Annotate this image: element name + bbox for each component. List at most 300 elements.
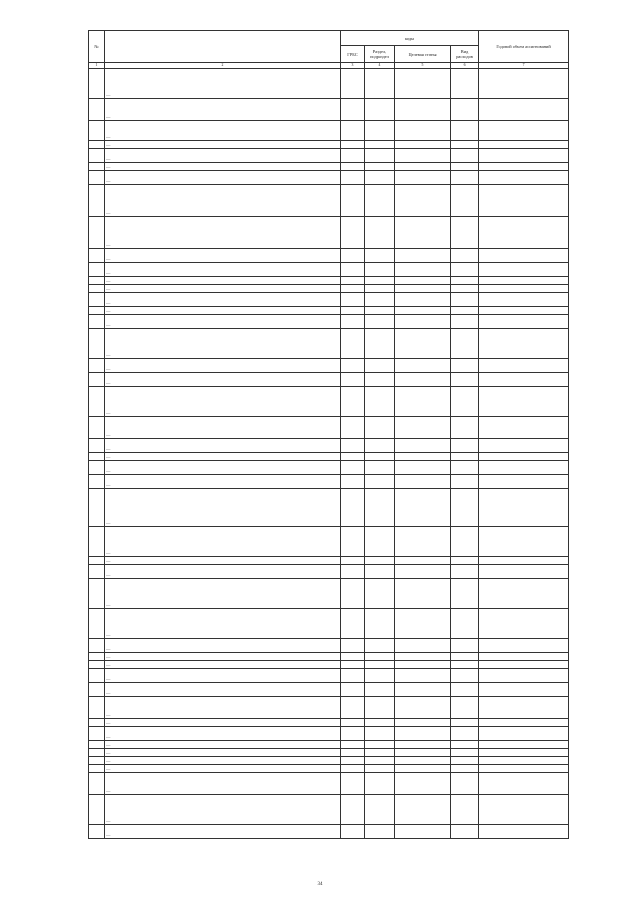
row-amount-cell xyxy=(479,565,569,579)
row-number-cell xyxy=(89,461,105,475)
row-expense-type-cell xyxy=(451,163,479,171)
column-number: 1 xyxy=(89,63,105,69)
header-name xyxy=(105,31,341,63)
row-amount-cell xyxy=(479,825,569,839)
row-grbs-cell xyxy=(341,217,365,249)
row-number-cell xyxy=(89,579,105,609)
row-target-cell xyxy=(395,307,451,315)
row-expense-type-cell xyxy=(451,277,479,285)
row-section-cell xyxy=(365,307,395,315)
row-target-cell xyxy=(395,475,451,489)
row-section-cell xyxy=(365,171,395,185)
row-name-cell: — xyxy=(105,387,341,417)
row-grbs-cell xyxy=(341,141,365,149)
row-number-cell xyxy=(89,359,105,373)
row-grbs-cell xyxy=(341,315,365,329)
table-row xyxy=(89,149,569,163)
row-target-cell xyxy=(395,141,451,149)
row-number-cell xyxy=(89,653,105,661)
row-target-cell xyxy=(395,757,451,765)
row-grbs-cell xyxy=(341,387,365,417)
row-expense-type-cell xyxy=(451,527,479,557)
row-number-cell xyxy=(89,565,105,579)
row-target-cell xyxy=(395,719,451,727)
row-target-cell xyxy=(395,461,451,475)
row-name-cell: — xyxy=(105,825,341,839)
row-target-cell xyxy=(395,653,451,661)
row-grbs-cell xyxy=(341,249,365,263)
row-amount-cell xyxy=(479,697,569,719)
row-number-cell xyxy=(89,293,105,307)
row-amount-cell xyxy=(479,661,569,669)
row-expense-type-cell xyxy=(451,439,479,453)
row-number-cell xyxy=(89,773,105,795)
row-expense-type-cell xyxy=(451,489,479,527)
row-amount-cell xyxy=(479,359,569,373)
row-section-cell xyxy=(365,609,395,639)
row-grbs-cell xyxy=(341,765,365,773)
row-name-cell: — xyxy=(105,757,341,765)
row-section-cell xyxy=(365,285,395,293)
row-section-cell xyxy=(365,277,395,285)
row-target-cell xyxy=(395,315,451,329)
row-amount-cell xyxy=(479,741,569,749)
row-number-cell xyxy=(89,277,105,285)
row-number-cell xyxy=(89,453,105,461)
header-amount: Годовой объем ассигнований xyxy=(479,31,569,63)
row-expense-type-cell xyxy=(451,293,479,307)
row-target-cell xyxy=(395,171,451,185)
header-section: Раздел, подраздел xyxy=(365,46,395,63)
row-number-cell xyxy=(89,417,105,439)
row-grbs-cell xyxy=(341,719,365,727)
row-target-cell xyxy=(395,293,451,307)
row-target-cell xyxy=(395,263,451,277)
table-row xyxy=(89,217,569,249)
row-section-cell xyxy=(365,697,395,719)
row-expense-type-cell xyxy=(451,579,479,609)
row-target-cell xyxy=(395,163,451,171)
row-name-cell: — xyxy=(105,285,341,293)
row-expense-type-cell xyxy=(451,249,479,263)
row-section-cell xyxy=(365,121,395,141)
table-row xyxy=(89,565,569,579)
row-grbs-cell xyxy=(341,697,365,719)
table-row xyxy=(89,99,569,121)
table-row xyxy=(89,439,569,453)
table-row xyxy=(89,795,569,825)
row-amount-cell xyxy=(479,795,569,825)
row-expense-type-cell xyxy=(451,639,479,653)
row-grbs-cell xyxy=(341,329,365,359)
row-expense-type-cell xyxy=(451,185,479,217)
row-number-cell xyxy=(89,121,105,141)
row-expense-type-cell xyxy=(451,749,479,757)
table-row xyxy=(89,749,569,757)
header-number: № xyxy=(89,31,105,63)
row-target-cell xyxy=(395,527,451,557)
row-amount-cell xyxy=(479,527,569,557)
table-row xyxy=(89,527,569,557)
row-number-cell xyxy=(89,527,105,557)
row-section-cell xyxy=(365,141,395,149)
row-section-cell xyxy=(365,795,395,825)
row-expense-type-cell xyxy=(451,307,479,315)
row-name-cell: — xyxy=(105,765,341,773)
row-amount-cell xyxy=(479,579,569,609)
row-section-cell xyxy=(365,293,395,307)
row-name-cell: — xyxy=(105,653,341,661)
table-row xyxy=(89,373,569,387)
table-row xyxy=(89,69,569,99)
column-number: 5 xyxy=(395,63,451,69)
row-number-cell xyxy=(89,149,105,163)
row-amount-cell xyxy=(479,329,569,359)
row-expense-type-cell xyxy=(451,557,479,565)
row-section-cell xyxy=(365,683,395,697)
table-body xyxy=(89,69,569,839)
row-number-cell xyxy=(89,439,105,453)
row-target-cell xyxy=(395,669,451,683)
row-amount-cell xyxy=(479,439,569,453)
row-number-cell xyxy=(89,171,105,185)
row-target-cell xyxy=(395,565,451,579)
row-section-cell xyxy=(365,149,395,163)
row-name-cell: — xyxy=(105,439,341,453)
row-amount-cell xyxy=(479,653,569,661)
row-number-cell xyxy=(89,825,105,839)
row-expense-type-cell xyxy=(451,69,479,99)
row-number-cell xyxy=(89,661,105,669)
row-section-cell xyxy=(365,719,395,727)
row-amount-cell xyxy=(479,277,569,285)
row-name-cell: — xyxy=(105,489,341,527)
row-number-cell xyxy=(89,749,105,757)
row-target-cell xyxy=(395,99,451,121)
row-grbs-cell xyxy=(341,373,365,387)
row-expense-type-cell xyxy=(451,417,479,439)
table-row xyxy=(89,773,569,795)
row-number-cell xyxy=(89,285,105,293)
row-section-cell xyxy=(365,373,395,387)
row-grbs-cell xyxy=(341,489,365,527)
table-row xyxy=(89,669,569,683)
row-name-cell: — xyxy=(105,171,341,185)
row-section-cell xyxy=(365,639,395,653)
row-target-cell xyxy=(395,749,451,757)
row-expense-type-cell xyxy=(451,315,479,329)
column-number: 3 xyxy=(341,63,365,69)
row-expense-type-cell xyxy=(451,719,479,727)
table-row xyxy=(89,141,569,149)
row-name-cell: — xyxy=(105,579,341,609)
row-target-cell xyxy=(395,277,451,285)
row-number-cell xyxy=(89,475,105,489)
table-row xyxy=(89,661,569,669)
row-section-cell xyxy=(365,749,395,757)
row-section-cell xyxy=(365,661,395,669)
row-number-cell xyxy=(89,727,105,741)
table-row xyxy=(89,285,569,293)
row-section-cell xyxy=(365,249,395,263)
row-grbs-cell xyxy=(341,579,365,609)
row-section-cell xyxy=(365,527,395,557)
row-grbs-cell xyxy=(341,185,365,217)
row-grbs-cell xyxy=(341,439,365,453)
table-row xyxy=(89,293,569,307)
table-row xyxy=(89,639,569,653)
row-amount-cell xyxy=(479,609,569,639)
row-expense-type-cell xyxy=(451,99,479,121)
row-target-cell xyxy=(395,773,451,795)
row-expense-type-cell xyxy=(451,461,479,475)
table-row xyxy=(89,417,569,439)
row-amount-cell xyxy=(479,373,569,387)
row-target-cell xyxy=(395,741,451,749)
row-target-cell xyxy=(395,697,451,719)
table-row xyxy=(89,683,569,697)
row-amount-cell xyxy=(479,141,569,149)
row-grbs-cell xyxy=(341,307,365,315)
row-section-cell xyxy=(365,453,395,461)
row-expense-type-cell xyxy=(451,285,479,293)
row-amount-cell xyxy=(479,489,569,527)
row-amount-cell xyxy=(479,307,569,315)
row-grbs-cell xyxy=(341,741,365,749)
row-grbs-cell xyxy=(341,639,365,653)
row-grbs-cell xyxy=(341,749,365,757)
row-target-cell xyxy=(395,453,451,461)
row-amount-cell xyxy=(479,475,569,489)
row-grbs-cell xyxy=(341,293,365,307)
row-number-cell xyxy=(89,373,105,387)
row-amount-cell xyxy=(479,185,569,217)
row-section-cell xyxy=(365,69,395,99)
row-name-cell: — xyxy=(105,527,341,557)
row-section-cell xyxy=(365,669,395,683)
budget-table xyxy=(88,30,569,839)
row-expense-type-cell xyxy=(451,773,479,795)
row-name-cell: — xyxy=(105,669,341,683)
table-row xyxy=(89,121,569,141)
row-target-cell xyxy=(395,661,451,669)
row-amount-cell xyxy=(479,461,569,475)
header-target-article: Целевая статья xyxy=(395,46,451,63)
row-grbs-cell xyxy=(341,263,365,277)
row-section-cell xyxy=(365,765,395,773)
table-row xyxy=(89,359,569,373)
table-row xyxy=(89,263,569,277)
row-number-cell xyxy=(89,765,105,773)
row-amount-cell xyxy=(479,149,569,163)
row-target-cell xyxy=(395,249,451,263)
row-name-cell: — xyxy=(105,185,341,217)
row-amount-cell xyxy=(479,765,569,773)
table-row xyxy=(89,579,569,609)
row-amount-cell xyxy=(479,315,569,329)
row-target-cell xyxy=(395,683,451,697)
table-row xyxy=(89,315,569,329)
row-section-cell xyxy=(365,741,395,749)
row-name-cell: — xyxy=(105,99,341,121)
row-name-cell: — xyxy=(105,565,341,579)
table-row xyxy=(89,461,569,475)
row-section-cell xyxy=(365,489,395,527)
row-expense-type-cell xyxy=(451,765,479,773)
row-expense-type-cell xyxy=(451,149,479,163)
row-amount-cell xyxy=(479,683,569,697)
row-number-cell xyxy=(89,69,105,99)
row-expense-type-cell xyxy=(451,609,479,639)
row-name-cell: — xyxy=(105,277,341,285)
row-name-cell: — xyxy=(105,121,341,141)
row-target-cell xyxy=(395,795,451,825)
row-expense-type-cell xyxy=(451,121,479,141)
row-target-cell xyxy=(395,489,451,527)
row-grbs-cell xyxy=(341,661,365,669)
row-number-cell xyxy=(89,315,105,329)
row-target-cell xyxy=(395,639,451,653)
row-expense-type-cell xyxy=(451,263,479,277)
row-number-cell xyxy=(89,185,105,217)
row-name-cell: — xyxy=(105,741,341,749)
row-number-cell xyxy=(89,639,105,653)
row-number-cell xyxy=(89,307,105,315)
table-row xyxy=(89,387,569,417)
row-grbs-cell xyxy=(341,527,365,557)
table-row xyxy=(89,249,569,263)
row-amount-cell xyxy=(479,453,569,461)
table-row xyxy=(89,171,569,185)
row-target-cell xyxy=(395,439,451,453)
row-grbs-cell xyxy=(341,653,365,661)
column-number: 4 xyxy=(365,63,395,69)
table-row xyxy=(89,489,569,527)
row-number-cell xyxy=(89,141,105,149)
row-section-cell xyxy=(365,359,395,373)
row-name-cell: — xyxy=(105,773,341,795)
row-expense-type-cell xyxy=(451,141,479,149)
table-row xyxy=(89,277,569,285)
row-number-cell xyxy=(89,387,105,417)
document-sheet xyxy=(88,30,568,839)
row-expense-type-cell xyxy=(451,669,479,683)
row-name-cell: — xyxy=(105,163,341,171)
row-grbs-cell xyxy=(341,727,365,741)
row-name-cell: — xyxy=(105,359,341,373)
row-amount-cell xyxy=(479,387,569,417)
row-target-cell xyxy=(395,217,451,249)
row-number-cell xyxy=(89,609,105,639)
row-grbs-cell xyxy=(341,669,365,683)
row-number-cell xyxy=(89,741,105,749)
row-number-cell xyxy=(89,683,105,697)
row-grbs-cell xyxy=(341,69,365,99)
row-name-cell: — xyxy=(105,217,341,249)
row-expense-type-cell xyxy=(451,697,479,719)
row-amount-cell xyxy=(479,171,569,185)
row-section-cell xyxy=(365,653,395,661)
row-expense-type-cell xyxy=(451,653,479,661)
row-expense-type-cell xyxy=(451,795,479,825)
table-row xyxy=(89,185,569,217)
row-section-cell xyxy=(365,417,395,439)
row-grbs-cell xyxy=(341,285,365,293)
row-amount-cell xyxy=(479,249,569,263)
row-expense-type-cell xyxy=(451,373,479,387)
row-number-cell xyxy=(89,669,105,683)
row-amount-cell xyxy=(479,121,569,141)
row-expense-type-cell xyxy=(451,661,479,669)
row-name-cell: — xyxy=(105,683,341,697)
row-amount-cell xyxy=(479,639,569,653)
row-section-cell xyxy=(365,579,395,609)
table-row xyxy=(89,475,569,489)
row-grbs-cell xyxy=(341,453,365,461)
table-row xyxy=(89,557,569,565)
row-grbs-cell xyxy=(341,461,365,475)
row-grbs-cell xyxy=(341,565,365,579)
row-name-cell: — xyxy=(105,661,341,669)
row-number-cell xyxy=(89,489,105,527)
row-name-cell: — xyxy=(105,557,341,565)
table-row xyxy=(89,653,569,661)
page-number: 34 xyxy=(317,882,323,887)
row-name-cell: — xyxy=(105,609,341,639)
row-number-cell xyxy=(89,217,105,249)
row-grbs-cell xyxy=(341,475,365,489)
row-grbs-cell xyxy=(341,825,365,839)
row-name-cell: — xyxy=(105,461,341,475)
row-expense-type-cell xyxy=(451,217,479,249)
row-section-cell xyxy=(365,565,395,579)
row-name-cell: — xyxy=(105,795,341,825)
row-grbs-cell xyxy=(341,557,365,565)
row-amount-cell xyxy=(479,719,569,727)
row-name-cell: — xyxy=(105,263,341,277)
row-target-cell xyxy=(395,557,451,565)
row-name-cell: — xyxy=(105,69,341,99)
row-amount-cell xyxy=(479,285,569,293)
row-section-cell xyxy=(365,163,395,171)
row-expense-type-cell xyxy=(451,727,479,741)
row-section-cell xyxy=(365,263,395,277)
row-target-cell xyxy=(395,373,451,387)
row-name-cell: — xyxy=(105,149,341,163)
row-amount-cell xyxy=(479,749,569,757)
row-number-cell xyxy=(89,99,105,121)
row-target-cell xyxy=(395,727,451,741)
row-expense-type-cell xyxy=(451,757,479,765)
row-amount-cell xyxy=(479,757,569,765)
row-number-cell xyxy=(89,249,105,263)
row-section-cell xyxy=(365,773,395,795)
row-name-cell: — xyxy=(105,749,341,757)
row-grbs-cell xyxy=(341,121,365,141)
row-amount-cell xyxy=(479,217,569,249)
row-target-cell xyxy=(395,579,451,609)
row-amount-cell xyxy=(479,557,569,565)
row-grbs-cell xyxy=(341,795,365,825)
column-number: 2 xyxy=(105,63,341,69)
row-number-cell xyxy=(89,557,105,565)
row-section-cell xyxy=(365,461,395,475)
row-expense-type-cell xyxy=(451,171,479,185)
row-name-cell: — xyxy=(105,141,341,149)
row-section-cell xyxy=(365,217,395,249)
row-name-cell: — xyxy=(105,417,341,439)
table-row xyxy=(89,453,569,461)
